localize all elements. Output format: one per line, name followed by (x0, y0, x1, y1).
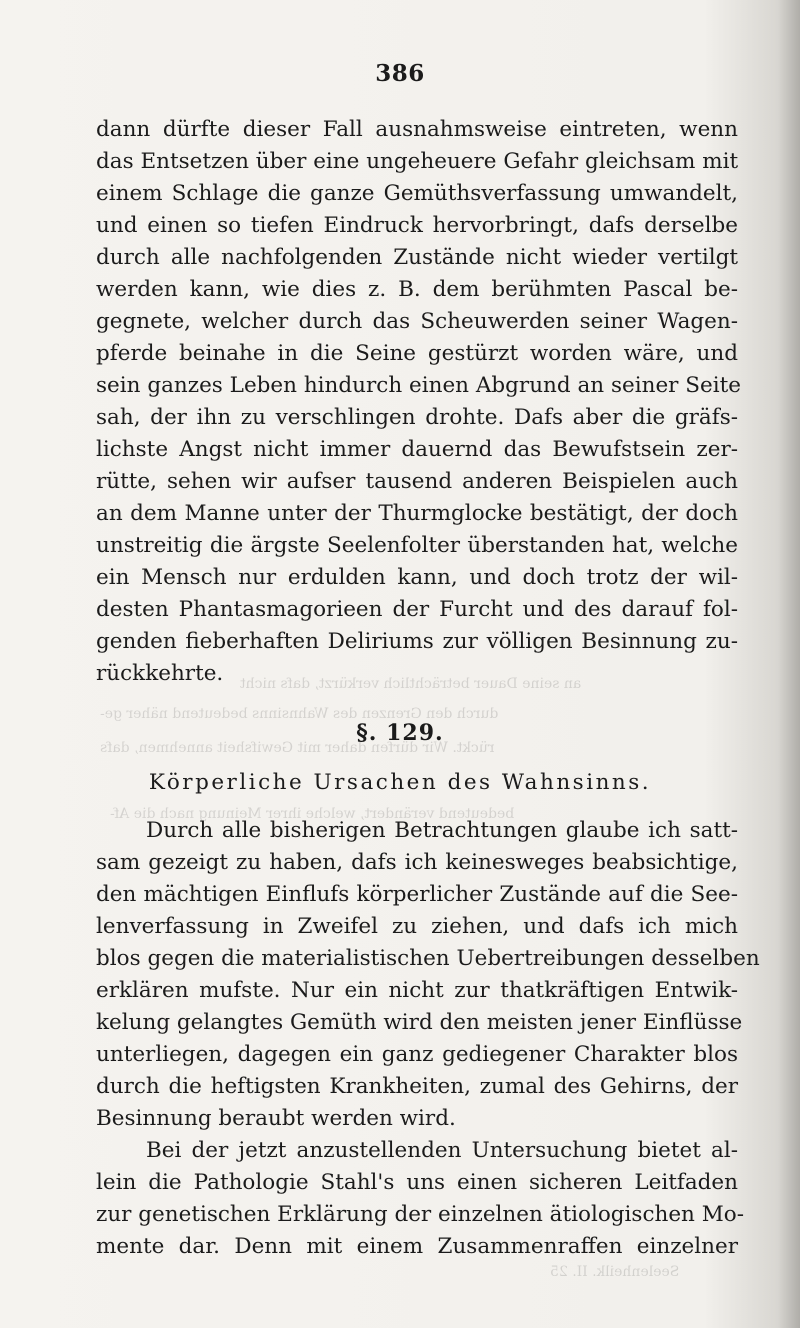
text-line: dann dürfte dieser Fall ausnahmsweise eintreten, wenn (96, 117, 738, 142)
paragraph (96, 815, 760, 1135)
text-line: unterliegen, dagegen ein ganz gediegener Charakter blos (96, 1042, 738, 1067)
page-number: 386 (375, 60, 425, 87)
section-title: Körperliche Ursachen des Wahnsinns. (148, 770, 652, 795)
text-line: Durch alle bisherigen Betrachtungen glaube ich satt- (146, 818, 738, 843)
text-line: das Entsetzen über eine ungeheuere Gefahr gleichsam mit (96, 149, 739, 174)
text-line: lein die Pathologie Stahl's uns einen sicheren Leitfaden (96, 1170, 738, 1195)
text-line: blos gegen die materialistischen Uebertreibungen desselben (96, 946, 760, 971)
bleed-through-text: Seelenheilk. II. 25 (550, 1264, 680, 1280)
text-line: und einen so tiefen Eindruck hervorbringt, dafs derselbe (96, 213, 738, 238)
text-line: sah, der ihn zu verschlingen drohte. Dafs aber die gräfs- (96, 405, 738, 430)
paragraph-continuation (96, 114, 741, 690)
text-line: genden fieberhaften Deliriums zur völligen Besinnung zu- (96, 629, 738, 654)
text-line: lichste Angst nicht immer dauernd das Bewufstsein zer- (96, 437, 738, 462)
text-line: durch alle nachfolgenden Zustände nicht wieder vertilgt (96, 245, 738, 270)
text-line: zur genetischen Erklärung der einzelnen ätiologischen Mo- (96, 1202, 744, 1227)
text-line: rütte, sehen wir aufser tausend anderen Beispielen auch (96, 469, 738, 494)
text-line: desten Phantasmagorieen der Furcht und des darauf fol- (96, 597, 738, 622)
text-line: rückkehrte. (96, 661, 224, 686)
text-line: gegnete, welcher durch das Scheuwerden seiner Wagen- (96, 309, 738, 334)
bleed-through-text: durch den Grenzen des Wahnsinns bedeutend näher ge- (100, 706, 499, 722)
text-line: einem Schlage die ganze Gemüthsverfassung umwandelt, (96, 181, 738, 206)
text-line: mente dar. Denn mit einem Zusammenraffen einzelner (96, 1234, 738, 1259)
text-line: lenverfassung in Zweifel zu ziehen, und dafs ich mich (96, 914, 738, 939)
text-line: Besinnung beraubt werden wird. (96, 1106, 456, 1131)
text-line: den mächtigen Einflufs körperlicher Zustände auf die See- (96, 882, 738, 907)
text-line: sein ganzes Leben hindurch einen Abgrund an seiner Seite (96, 373, 741, 398)
bleed-through-text: rückt. Wir dürfen daher mit Gewifsheit annehmen, dafs (100, 740, 495, 756)
text-line: pferde beinahe in die Seine gestürzt worden wäre, und (96, 341, 738, 366)
text-line: durch die heftigsten Krankheiten, zumal des Gehirns, der (96, 1074, 738, 1099)
text-line: werden kann, wie dies z. B. dem berühmten Pascal be- (96, 277, 738, 302)
paragraph (96, 1135, 744, 1263)
bleed-through-text: an seine Dauer beträchtlich verkürzt, dafs nicht (240, 676, 582, 692)
page-edge-shadow (778, 0, 800, 1328)
text-line: Bei der jetzt anzustellenden Untersuchung bietet al- (146, 1138, 738, 1163)
text-line: ein Mensch nur erdulden kann, und doch trotz der wil- (96, 565, 738, 590)
section-number: §. 129. (356, 720, 444, 746)
text-line: an dem Manne unter der Thurmglocke bestätigt, der doch (96, 501, 738, 526)
text-line: erklären mufste. Nur ein nicht zur thatkräftigen Entwik- (96, 978, 738, 1003)
bleed-through-text: bedeutend verändert, welche ihrer Meinung nach die Af- (110, 806, 515, 822)
text-line: kelung gelangtes Gemüth wird den meisten jener Einflüsse (96, 1010, 743, 1035)
text-line: sam gezeigt zu haben, dafs ich keinesweges beabsichtige, (96, 850, 738, 875)
text-line: unstreitig die ärgste Seelenfolter überstanden hat, welche (96, 533, 738, 558)
